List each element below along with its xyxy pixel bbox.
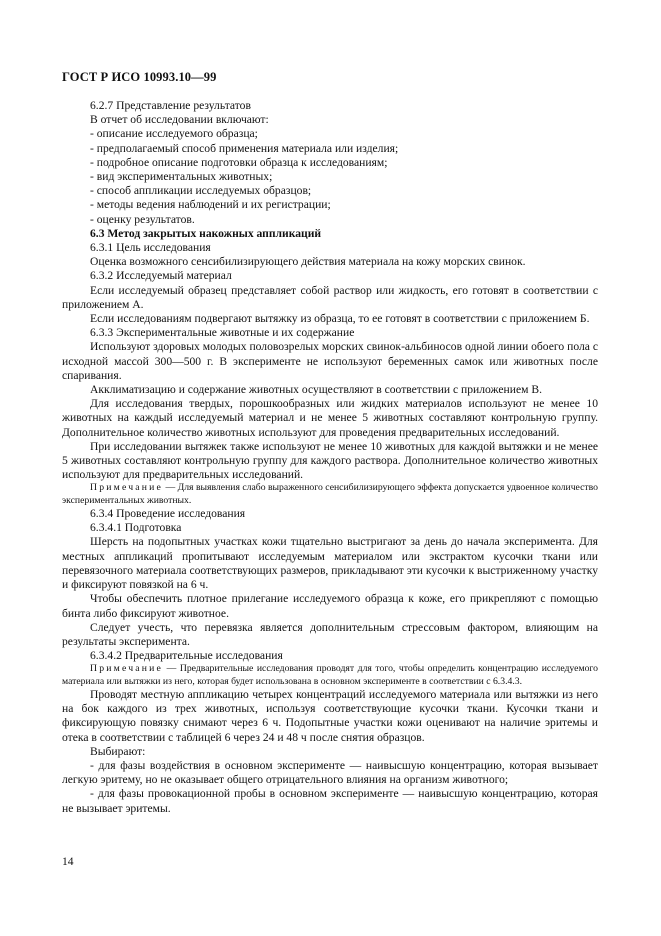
note-text: — Предварительные исследования проводят для того, чтобы определить концентрацию исследуемого материала или вытяжки из него, которая будет использована в основном эксперименте в соответствии с 6.3.4.3. <box>62 663 598 687</box>
paragraph: Акклиматизацию и содержание животных осуществляют в соответствии с приложением В. <box>90 383 542 397</box>
paragraph: Шерсть на подопытных участках кожи тщательно выстригают за день до начала эксперимента. Для местных аппликаций пропитывают исследуемым материалом или экстрактом кусочки ткани или перевязочного материала соответствующих размеров, прикладывают эти кусочки к выстриженному участку и фиксируют повязкой на 6 ч. <box>62 535 598 592</box>
paragraph: Следует учесть, что перевязка является дополнительным стрессовым фактором, влияющим на результаты эксперимента. <box>62 620 598 648</box>
paragraph: 6.2.7 Представление результатов <box>90 99 251 112</box>
paragraph: 6.3.4 Проведение исследования <box>90 507 246 521</box>
paragraph: - предполагаемый способ применения материала или изделия; <box>90 141 399 155</box>
paragraph: Чтобы обеспечить плотное прилегание исследуемого образца к коже, его прикрепляют с помощью бинта либо фиксируют животное. <box>62 592 598 620</box>
paragraph: 6.3.2 Исследуемый материал <box>90 269 232 283</box>
document-body <box>62 99 598 816</box>
paragraph: - для фазы воздействия в основном эксперименте — наивысшую концентрацию, которая вызывает легкую эритему, но не оказывает общего отрицательного влияния на организм животного; <box>62 758 598 787</box>
paragraph: - способ аппликации исследуемых образцов; <box>90 184 312 198</box>
paragraph: 6.3.4.1 Подготовка <box>90 521 182 535</box>
paragraph: 6.3.3 Экспериментальные животные и их содержание <box>90 326 355 340</box>
paragraph: Если исследуемый образец представляет собой раствор или жидкость, его готовят в соответствии с приложением А. <box>62 283 598 311</box>
paragraph: Оценка возможного сенсибилизирующего действия материала на кожу морских свинок. <box>90 255 526 269</box>
note-text: — Для выявления слабо выраженного сенсибилизирующего эффекта допускается удвоенное количество экспериментальных животных. <box>62 482 598 506</box>
note-label: Примечание <box>90 482 164 494</box>
paragraph: В отчет об исследовании включают: <box>90 113 269 127</box>
page-number: 14 <box>62 855 74 868</box>
paragraph: Для исследования твердых, порошкообразных или жидких материалов используют не менее 10 животных на каждый исследуемый материал и не менее 5 животных составляют контрольную группу. Дополнительное количество животных используют для проведения предварительных исследований. <box>62 397 598 439</box>
standard-header: ГОСТ Р ИСО 10993.10—99 <box>62 70 217 84</box>
note-paragraph <box>62 663 598 688</box>
paragraph: Используют здоровых молодых половозрелых морских свинок-альбиносов одной линии обоего пола с исходной массой 300—500 г. В эксперименте не используют беременных самок или животных после спаривания. <box>62 340 598 382</box>
paragraph: - вид экспериментальных животных; <box>90 170 273 184</box>
paragraph: 6.3.4.2 Предварительные исследования <box>90 649 283 663</box>
paragraph: Выбирают: <box>90 744 146 758</box>
paragraph: - подробное описание подготовки образца к исследованиям; <box>90 155 388 169</box>
paragraph: - методы ведения наблюдений и их регистрации; <box>90 198 331 212</box>
paragraph: - описание исследуемого образца; <box>90 127 258 141</box>
note-paragraph <box>62 482 598 507</box>
paragraph: При исследовании вытяжек также используют не менее 10 животных для каждой вытяжки и не менее 5 животных составляют контрольную группу для каждого раствора. Дополнительное количество животных используют для предварительных исследований. <box>62 439 598 482</box>
paragraph: 6.3.1 Цель исследования <box>90 241 211 255</box>
paragraph: - оценку результатов. <box>90 212 195 226</box>
paragraph: Если исследованиям подвергают вытяжку из образца, то ее готовят в соответствии с приложением Б. <box>90 312 590 326</box>
paragraph: Проводят местную аппликацию четырех концентраций исследуемого материала или вытяжки из него на бок каждого из трех животных, используя соответствующие кусочки ткани. Кусочки ткани и фиксирующую повязку снимают через 6 ч. Подопытные участки кожи оценивают на наличие эритемы и отека в соответствии с таблицей 6 через 24 и 48 ч после снятия образцов. <box>62 687 598 744</box>
note-label: Примечание <box>90 663 164 675</box>
section-heading: 6.3 Метод закрытых накожных аппликаций <box>90 226 322 240</box>
paragraph: - для фазы провокационной пробы в основном эксперименте — наивысшую концентрацию, которая не вызывает эритемы. <box>62 787 598 815</box>
